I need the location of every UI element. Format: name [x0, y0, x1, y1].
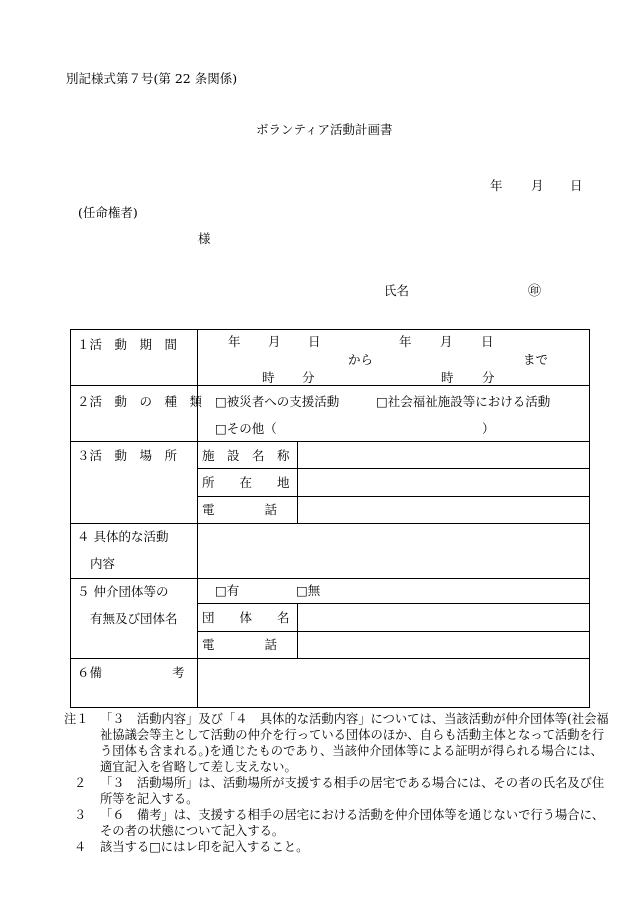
- note-4: [64, 839, 609, 855]
- org-phone-label: 電 話: [202, 637, 278, 652]
- note-text: 「３ 活動場所」は、活動場所が支援する相手の居宅である場合には、その者の氏名及び住所等を記入する。: [100, 776, 605, 806]
- seal-mark: ㊞: [528, 284, 542, 299]
- row-remarks-label-2: 考: [172, 665, 185, 680]
- row-period-label: １活 動 期 間: [77, 337, 178, 352]
- period-to-month: 月: [440, 334, 453, 349]
- place-phone-field[interactable]: [300, 499, 586, 521]
- address-field[interactable]: [300, 471, 586, 493]
- name-label: 氏名: [384, 283, 410, 298]
- row-place-label: ３活 動 場 所: [77, 448, 178, 463]
- org-phone-field[interactable]: [300, 634, 586, 656]
- row-intermediary-label: ５ 仲介団体等の: [77, 584, 169, 599]
- date-year: 年: [490, 178, 503, 193]
- period-from-year: 年: [228, 334, 241, 349]
- page-title: ボランティア活動計画書: [256, 122, 393, 137]
- form-number: 別記様式第７号(第 22 条関係): [66, 71, 238, 86]
- org-name-field[interactable]: [300, 606, 586, 628]
- date-day: 日: [570, 178, 583, 193]
- date-month: 月: [531, 178, 544, 193]
- notes-section: [64, 711, 609, 855]
- note-1: [64, 711, 609, 775]
- period-to-suffix: まで: [523, 352, 549, 367]
- note-text: 「３ 活動内容」及び「４ 具体的な活動内容」については、当該活動が仲介団体等(社会福祉協議会等主として活動の仲介を行っている団体のほか、自らも活動主体となって活動を行う団体も含まれる。)を通じたものであり、当該仲介団体等による証明が得られる場合には、適宜記入を省略して差し支えない。: [100, 712, 609, 774]
- period-from-month: 月: [268, 334, 281, 349]
- place-phone-label: 電 話: [202, 502, 278, 517]
- row-detail-label: ４ 具体的な活動: [77, 529, 169, 544]
- checkbox-disaster-support[interactable]: □被災者への支援活動: [215, 394, 340, 409]
- period-to-day: 日: [481, 334, 494, 349]
- appointer-label: (任命権者): [78, 205, 138, 220]
- note-3: [64, 807, 609, 839]
- note-number: ２: [74, 776, 87, 790]
- row-remarks-label: ６備: [77, 665, 103, 680]
- period-from-minute: 分: [302, 370, 315, 385]
- address-label: 所 在 地: [202, 475, 290, 490]
- period-from-day: 日: [308, 334, 321, 349]
- checkbox-no[interactable]: □無: [296, 583, 321, 598]
- note-2: [64, 775, 609, 807]
- period-from-suffix: から: [348, 352, 374, 367]
- remarks-field[interactable]: [200, 661, 586, 705]
- note-text: 該当する□にはレ印を記入すること。: [100, 840, 309, 854]
- facility-name-field[interactable]: [300, 444, 586, 466]
- note-text: 「６ 備考」は、支援する相手の居宅における活動を仲介団体等を通じないで行う場合に、その者の状態について記入する。: [100, 808, 605, 838]
- detail-field[interactable]: [200, 526, 586, 576]
- checkbox-other[interactable]: □その他（: [215, 421, 277, 436]
- checkbox-yes[interactable]: □有: [215, 583, 240, 598]
- row-type-label: ２活 動 の 種 類: [77, 394, 203, 409]
- other-close-paren: ）: [482, 421, 495, 436]
- note-number: 注１: [64, 712, 89, 726]
- period-to-hour: 時: [441, 370, 454, 385]
- row-intermediary-label-2: 有無及び団体名: [90, 611, 178, 626]
- facility-name-label: 施 設 名 称: [202, 448, 290, 463]
- note-number: ３: [74, 808, 87, 822]
- period-to-year: 年: [399, 334, 412, 349]
- note-number: ４: [74, 840, 87, 854]
- period-from-hour: 時: [262, 370, 275, 385]
- checkbox-welfare-facility[interactable]: □社会福祉施設等における活動: [376, 394, 551, 409]
- org-name-label: 団 体 名: [202, 610, 290, 625]
- honorific: 様: [198, 231, 211, 246]
- row-detail-label-2: 内容: [90, 556, 116, 571]
- period-to-minute: 分: [482, 370, 495, 385]
